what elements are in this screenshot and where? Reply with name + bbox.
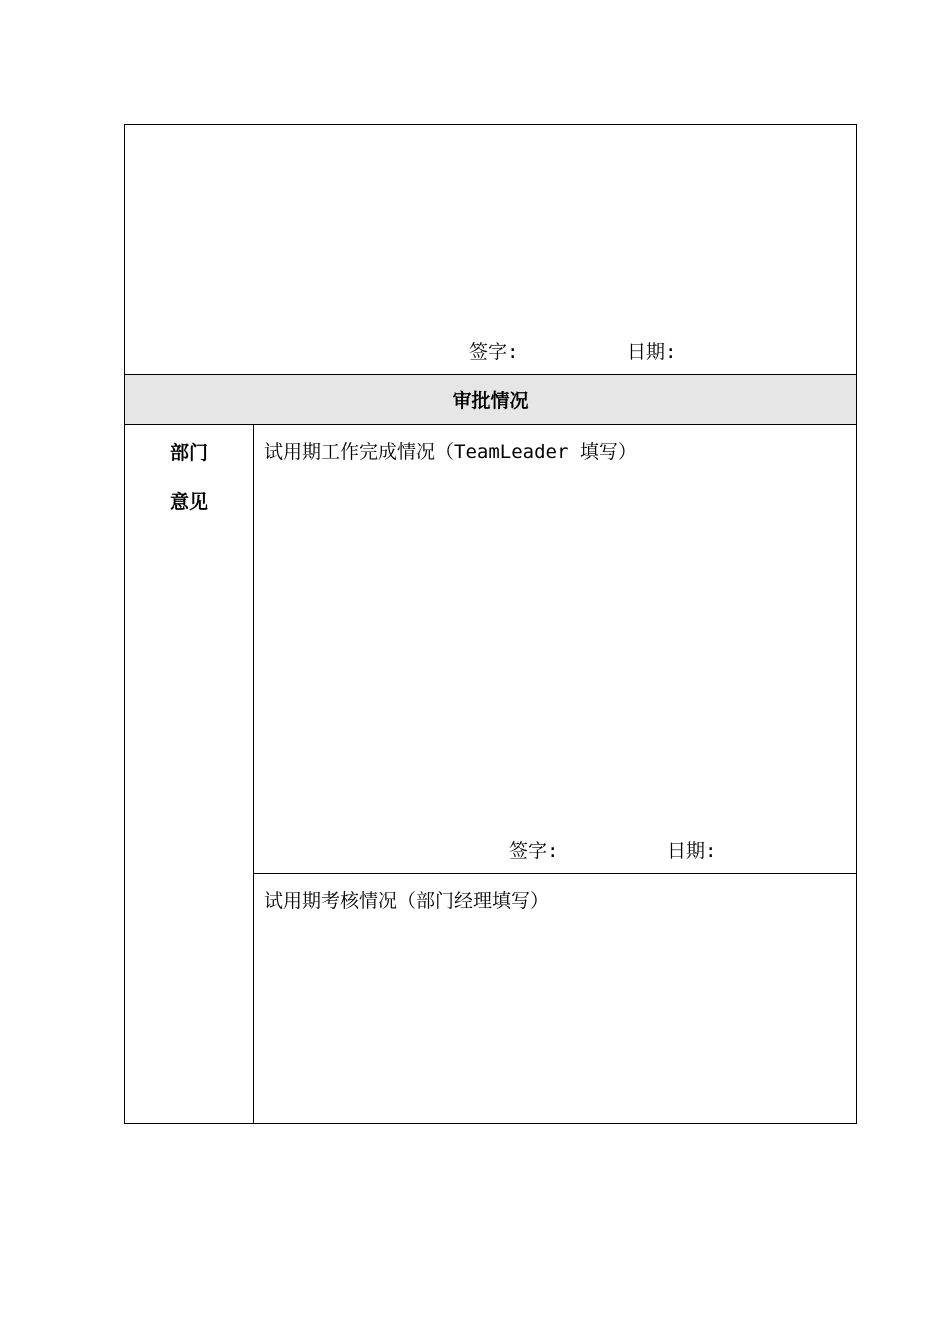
approval-header-title: 审批情况 — [452, 390, 529, 412]
probation-approval-form — [124, 124, 857, 1124]
dept-label-line2: 意见 — [169, 491, 208, 513]
date-label: 日期: — [627, 341, 677, 363]
work-completion-signature-label: 签字: — [509, 840, 559, 862]
department-opinion-label-cell — [125, 425, 254, 1123]
assessment-cell[interactable] — [254, 874, 856, 1123]
assessment-title: 试用期考核情况（部门经理填写） — [264, 890, 550, 912]
work-completion-cell[interactable] — [254, 425, 856, 874]
department-opinion-content — [254, 425, 856, 1123]
work-completion-date-label: 日期: — [667, 840, 717, 862]
dept-label-line1: 部门 — [169, 442, 208, 464]
previous-section-cell[interactable] — [125, 125, 856, 375]
approval-header-row — [125, 375, 856, 425]
work-completion-title: 试用期工作完成情况（TeamLeader 填写） — [264, 441, 637, 463]
signature-label: 签字: — [469, 341, 519, 363]
